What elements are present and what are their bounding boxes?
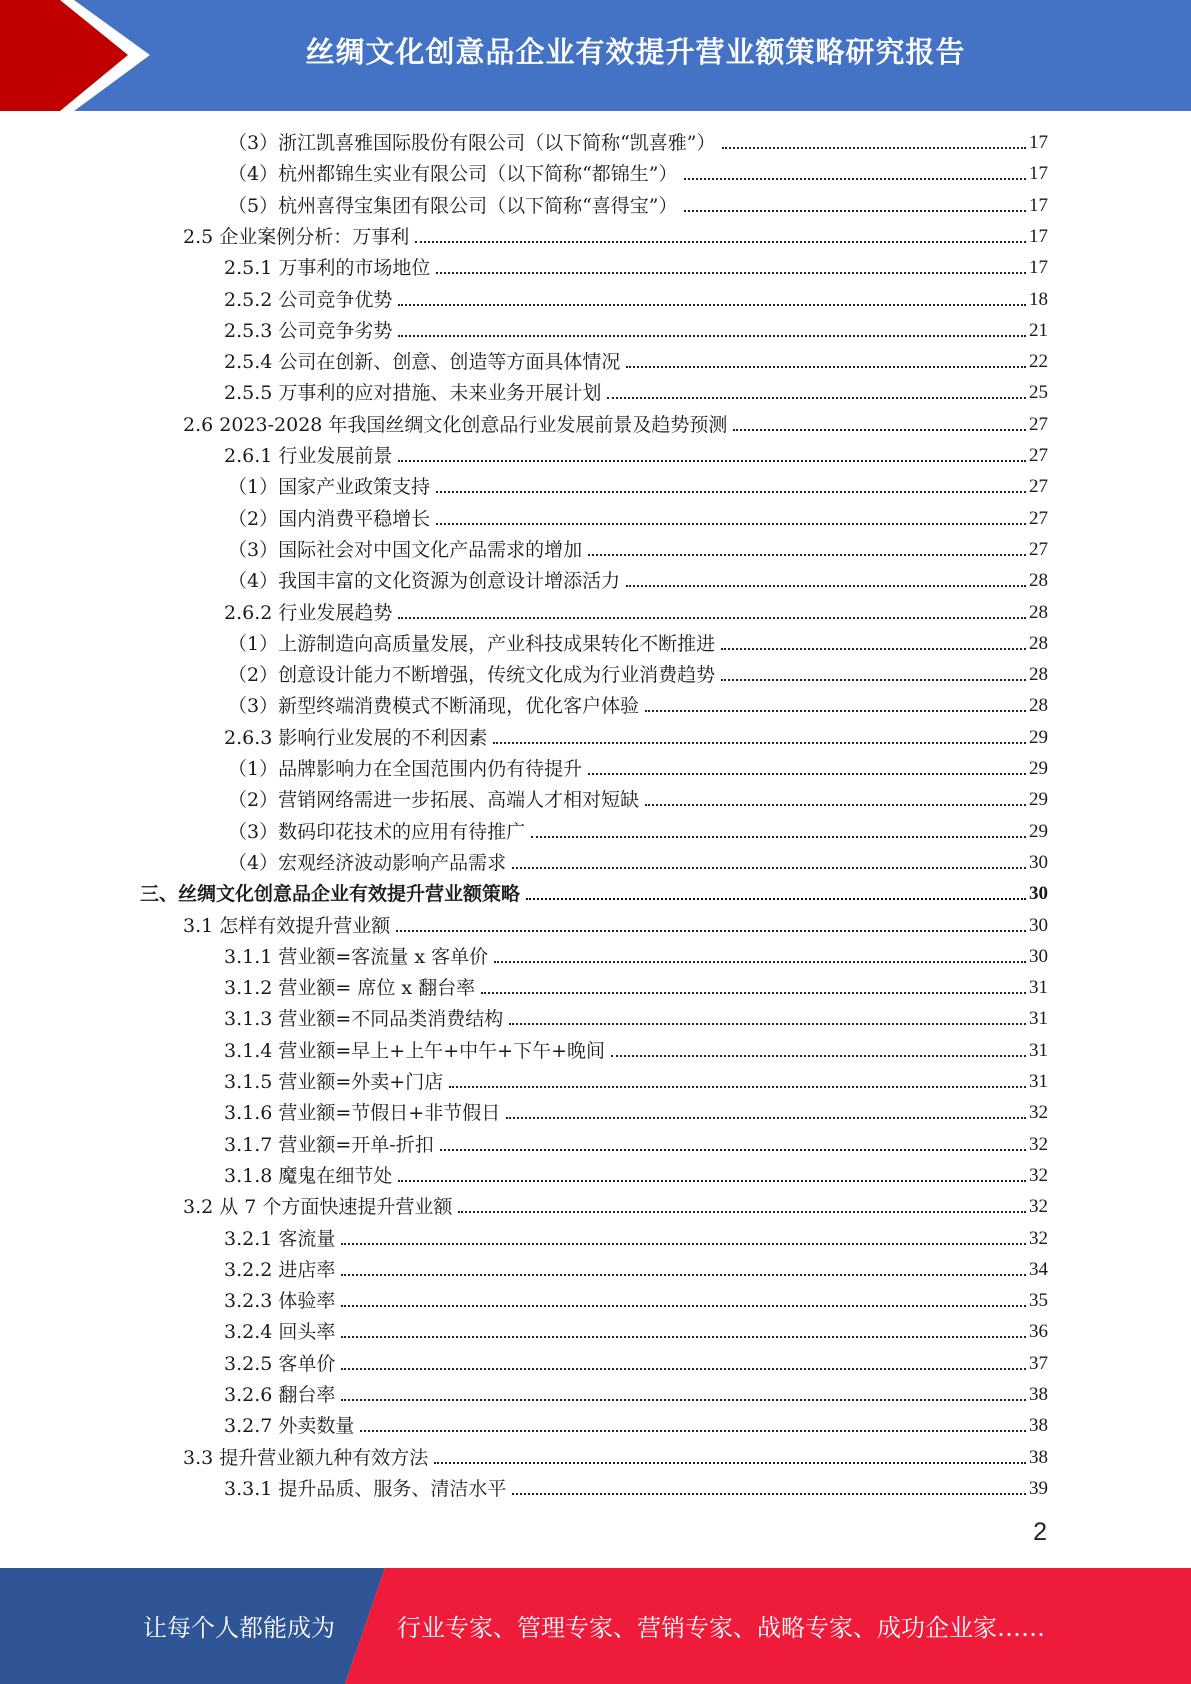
toc-entry-page: 31 [1029, 1039, 1048, 1061]
toc-entry-label: 3.2.2 进店率 [224, 1258, 336, 1281]
toc-entry-label: （4）宏观经济波动影响产品需求 [228, 851, 507, 874]
toc-entry-page: 31 [1029, 1071, 1048, 1092]
toc-entry-label: 2.6.2 行业发展趋势 [224, 601, 393, 624]
toc-entry-page: 30 [1029, 851, 1048, 873]
toc-dot-leader [398, 616, 1026, 619]
toc-entry[interactable] [224, 597, 1048, 625]
toc-dot-leader [607, 396, 1026, 399]
toc-entry[interactable] [228, 628, 1048, 656]
toc-entry[interactable] [224, 1379, 1048, 1407]
toc-entry-page: 32 [1029, 1133, 1048, 1155]
toc-entry-page: 32 [1029, 1164, 1048, 1186]
page-number: 2 [1033, 1518, 1047, 1546]
toc-entry[interactable] [224, 1160, 1048, 1188]
toc-entry-label: 3.2.5 客单价 [224, 1352, 336, 1375]
toc-entry-page: 17 [1029, 194, 1048, 216]
toc-dot-leader [341, 1367, 1026, 1370]
toc-entry-label: （3）浙江凯喜雅国际股份有限公司（以下简称“凯喜雅”） [228, 132, 716, 154]
toc-entry-page: 37 [1029, 1352, 1048, 1374]
toc-entry-label: 2.5.4 公司在创新、创意、创造等方面具体情况 [224, 351, 621, 374]
toc-dot-leader [733, 428, 1026, 431]
toc-dot-leader [341, 1398, 1026, 1401]
toc-entry[interactable] [183, 910, 1048, 938]
toc-dot-leader [526, 897, 1026, 900]
toc-entry-page: 32 [1029, 1227, 1048, 1249]
toc-dot-leader [436, 522, 1026, 525]
footer-slogan: 让每个人都能成为 [143, 1614, 335, 1642]
toc-entry-page: 30 [1029, 945, 1048, 967]
toc-entry-page: 27 [1029, 445, 1048, 466]
toc-entry-page: 29 [1029, 789, 1048, 811]
toc-entry-label: 3.2.6 翻台率 [224, 1384, 336, 1406]
toc-entry-label: 3.1.4 营业额=早上+上午+中午+下午+晚间 [224, 1039, 605, 1062]
toc-dot-leader [458, 1210, 1026, 1213]
toc-entry[interactable] [224, 284, 1048, 312]
toc-dot-leader [721, 678, 1026, 681]
toc-entry-label: 3.1.1 营业额=客流量 x 客单价 [224, 945, 489, 968]
toc-dot-leader [398, 303, 1026, 306]
toc-entry[interactable] [224, 346, 1048, 374]
toc-entry-label: 3.2.1 客流量 [224, 1227, 336, 1250]
footer-roles: 行业专家、管理专家、营销专家、战略专家、成功企业家…… [397, 1614, 1045, 1642]
toc-entry[interactable] [224, 941, 1048, 969]
toc-entry-label: 3.1.3 营业额=不同品类消费结构 [224, 1008, 504, 1031]
toc-entry-page: 28 [1029, 695, 1048, 717]
toc-entry-page: 17 [1029, 163, 1048, 185]
toc-entry[interactable] [224, 1285, 1048, 1313]
toc-dot-leader [684, 209, 1026, 212]
toc-entry-label: 3.1 怎样有效提升营业额 [183, 914, 391, 937]
toc-entry[interactable] [224, 1254, 1048, 1282]
toc-dot-leader [396, 929, 1026, 932]
toc-dot-leader [645, 709, 1026, 712]
toc-entry-page: 21 [1029, 319, 1048, 341]
toc-entry[interactable] [224, 1129, 1048, 1157]
toc-entry[interactable] [224, 1410, 1048, 1438]
toc-entry[interactable] [183, 1191, 1048, 1219]
toc-entry-page: 36 [1029, 1321, 1048, 1343]
toc-entry[interactable] [183, 409, 1048, 437]
toc-entry-label: 三、丝绸文化创意品企业有效提升营业额策略 [140, 883, 521, 906]
toc-entry[interactable] [228, 659, 1048, 687]
toc-dot-leader [398, 459, 1026, 462]
toc-dot-leader [509, 1022, 1026, 1025]
toc-dot-leader [512, 1492, 1026, 1495]
toc-entry-label: 3.1.6 营业额=节假日+非节假日 [224, 1102, 501, 1125]
toc-entry-label: 3.3.1 提升品质、服务、清洁水平 [224, 1477, 507, 1500]
toc-entry-label: （4）我国丰富的文化资源为创意设计增添活力 [228, 570, 621, 593]
toc-entry-page: 17 [1029, 225, 1048, 247]
toc-dot-leader [506, 1116, 1026, 1119]
page-footer [0, 1568, 1191, 1684]
toc-entry-label: 2.5.3 公司竞争劣势 [224, 319, 393, 342]
toc-entry-label: 2.5 企业案例分析：万事利 [183, 225, 410, 248]
toc-entry-page: 27 [1029, 413, 1048, 435]
toc-entry-label: 3.2 从 7 个方面快速提升营业额 [183, 1196, 453, 1219]
toc-entry[interactable] [228, 753, 1048, 781]
toc-entry-label: 3.1.5 营业额=外卖+门店 [224, 1071, 444, 1093]
toc-entry[interactable] [183, 221, 1048, 249]
toc-entry[interactable] [224, 252, 1048, 280]
toc-entry-page: 28 [1029, 632, 1048, 654]
toc-entry-page: 25 [1029, 382, 1048, 404]
toc-entry-page: 38 [1029, 1446, 1048, 1468]
toc-entry-page: 28 [1029, 664, 1048, 686]
toc-entry-label: 2.5.5 万事利的应对措施、未来业务开展计划 [224, 382, 602, 405]
toc-entry-label: 3.1.7 营业额=开单-折扣 [224, 1133, 434, 1156]
toc-entry-label: 2.6 2023-2028 年我国丝绸文化创意品行业发展前景及趋势预测 [183, 413, 728, 436]
toc-entry-label: （1）国家产业政策支持 [228, 476, 431, 499]
toc-entry-page: 32 [1029, 1102, 1048, 1124]
toc-entry-label: 3.2.3 体验率 [224, 1290, 336, 1313]
toc-entry[interactable] [228, 816, 1048, 844]
toc-entry[interactable] [224, 1035, 1048, 1063]
toc-dot-leader [531, 835, 1026, 838]
toc-entry-label: 2.5.1 万事利的市场地位 [224, 257, 431, 280]
toc-entry-page: 32 [1029, 1196, 1048, 1218]
toc-entry[interactable] [224, 1348, 1048, 1376]
toc-entry[interactable] [224, 1473, 1048, 1501]
toc-entry-label: （3）国际社会对中国文化产品需求的增加 [228, 538, 583, 561]
toc-entry[interactable] [224, 972, 1048, 1000]
toc-dot-leader [436, 490, 1026, 493]
toc-entry[interactable] [228, 534, 1048, 562]
page-header [0, 0, 1191, 111]
toc-entry[interactable] [224, 1003, 1048, 1031]
toc-entry-page: 38 [1029, 1384, 1048, 1405]
toc-entry-label: （3）数码印花技术的应用有待推广 [228, 820, 526, 843]
toc-entry-page: 34 [1029, 1258, 1048, 1280]
toc-entry-page: 31 [1029, 977, 1048, 999]
toc-entry[interactable] [224, 722, 1048, 750]
toc-entry-page: 30 [1029, 914, 1048, 936]
toc-dot-leader [440, 1148, 1026, 1151]
toc-entry[interactable] [228, 127, 1048, 155]
toc-entry-page: 31 [1029, 1008, 1048, 1030]
toc-dot-leader [722, 146, 1026, 149]
toc-entry-page: 29 [1029, 758, 1048, 779]
toc-entry-label: 2.6.1 行业发展前景 [224, 445, 393, 467]
toc-entry[interactable] [224, 377, 1048, 405]
toc-entry[interactable] [224, 315, 1048, 343]
toc-dot-leader [493, 741, 1026, 744]
toc-entry[interactable] [228, 565, 1048, 593]
toc-entry-page: 29 [1029, 820, 1048, 842]
toc-entry-label: 3.3 提升营业额九种有效方法 [183, 1446, 429, 1469]
toc-entry-label: （5）杭州喜得宝集团有限公司（以下简称“喜得宝”） [228, 194, 678, 217]
toc-entry-label: （2）国内消费平稳增长 [228, 507, 431, 530]
toc-dot-leader [626, 365, 1026, 368]
toc-entry[interactable] [228, 784, 1048, 812]
toc-entry-page: 27 [1029, 476, 1048, 498]
toc-entry-label: （1）品牌影响力在全国范围内仍有待提升 [228, 758, 583, 780]
toc-dot-leader [611, 1054, 1026, 1057]
toc-dot-leader [588, 772, 1026, 775]
toc-entry[interactable] [228, 190, 1048, 218]
toc-entry[interactable] [228, 690, 1048, 718]
toc-entry-label: （3）新型终端消费模式不断涌现，优化客户体验 [228, 695, 640, 718]
toc-entry[interactable] [224, 1223, 1048, 1251]
toc-dot-leader [481, 991, 1026, 994]
toc-entry-page: 18 [1029, 288, 1048, 310]
toc-entry[interactable] [228, 471, 1048, 499]
toc-entry[interactable] [224, 1316, 1048, 1344]
toc-entry[interactable] [140, 878, 1048, 906]
toc-dot-leader [341, 1304, 1026, 1307]
toc-entry-page: 28 [1029, 570, 1048, 592]
toc-entry-page: 17 [1029, 257, 1048, 279]
toc-entry-page: 29 [1029, 726, 1048, 748]
toc-entry-label: 3.1.2 营业额= 席位 x 翻台率 [224, 977, 476, 1000]
toc-dot-leader [645, 803, 1026, 806]
toc-dot-leader [341, 1335, 1026, 1338]
report-title: 丝绸文化创意品企业有效提升营业额策略研究报告 [305, 34, 966, 69]
toc-dot-leader [398, 1179, 1026, 1182]
toc-dot-leader [415, 240, 1026, 243]
toc-entry-label: （2）营销网络需进一步拓展、高端人才相对短缺 [228, 789, 640, 812]
toc-entry-label: 2.6.3 影响行业发展的不利因素 [224, 726, 488, 749]
toc-dot-leader [512, 866, 1026, 869]
toc-entry-label: 3.2.4 回头率 [224, 1321, 336, 1344]
toc-entry-page: 35 [1029, 1290, 1048, 1312]
toc-dot-leader [721, 647, 1026, 650]
toc-entry[interactable] [224, 1097, 1048, 1125]
toc-entry[interactable] [224, 1066, 1048, 1094]
toc-entry-label: 3.1.8 魔鬼在细节处 [224, 1164, 393, 1187]
toc-dot-leader [434, 1461, 1026, 1464]
toc-entry-page: 30 [1029, 883, 1048, 905]
toc-dot-leader [494, 960, 1026, 963]
toc-entry-label: （1）上游制造向高质量发展，产业科技成果转化不断推进 [228, 632, 716, 655]
toc-entry-page: 27 [1029, 538, 1048, 560]
toc-entry-page: 27 [1029, 507, 1048, 529]
toc-entry-label: 3.2.7 外卖数量 [224, 1415, 355, 1438]
toc-dot-leader [341, 1273, 1026, 1276]
toc-dot-leader [398, 334, 1026, 337]
toc-entry-page: 22 [1029, 351, 1048, 373]
toc-entry[interactable] [228, 158, 1048, 186]
toc-entry-label: （4）杭州都锦生实业有限公司（以下简称“都锦生”） [228, 163, 678, 186]
toc-entry-label: 2.5.2 公司竞争优势 [224, 288, 393, 311]
toc-dot-leader [360, 1429, 1026, 1432]
toc-entry-page: 28 [1029, 601, 1048, 623]
toc-entry-page: 39 [1029, 1477, 1048, 1499]
toc-dot-leader [626, 584, 1026, 587]
toc-dot-leader [684, 177, 1026, 180]
toc-entry[interactable] [228, 847, 1048, 875]
toc-entry-label: （2）创意设计能力不断增强，传统文化成为行业消费趋势 [228, 664, 716, 687]
toc-dot-leader [436, 271, 1026, 274]
toc-entry[interactable] [183, 1442, 1048, 1470]
toc-dot-leader [341, 1242, 1026, 1245]
toc-entry-page: 17 [1029, 132, 1048, 153]
toc-entry[interactable] [228, 503, 1048, 531]
toc-entry[interactable] [224, 440, 1048, 468]
toc-dot-leader [449, 1085, 1026, 1088]
toc-entry-page: 38 [1029, 1415, 1048, 1437]
toc-dot-leader [588, 553, 1026, 556]
